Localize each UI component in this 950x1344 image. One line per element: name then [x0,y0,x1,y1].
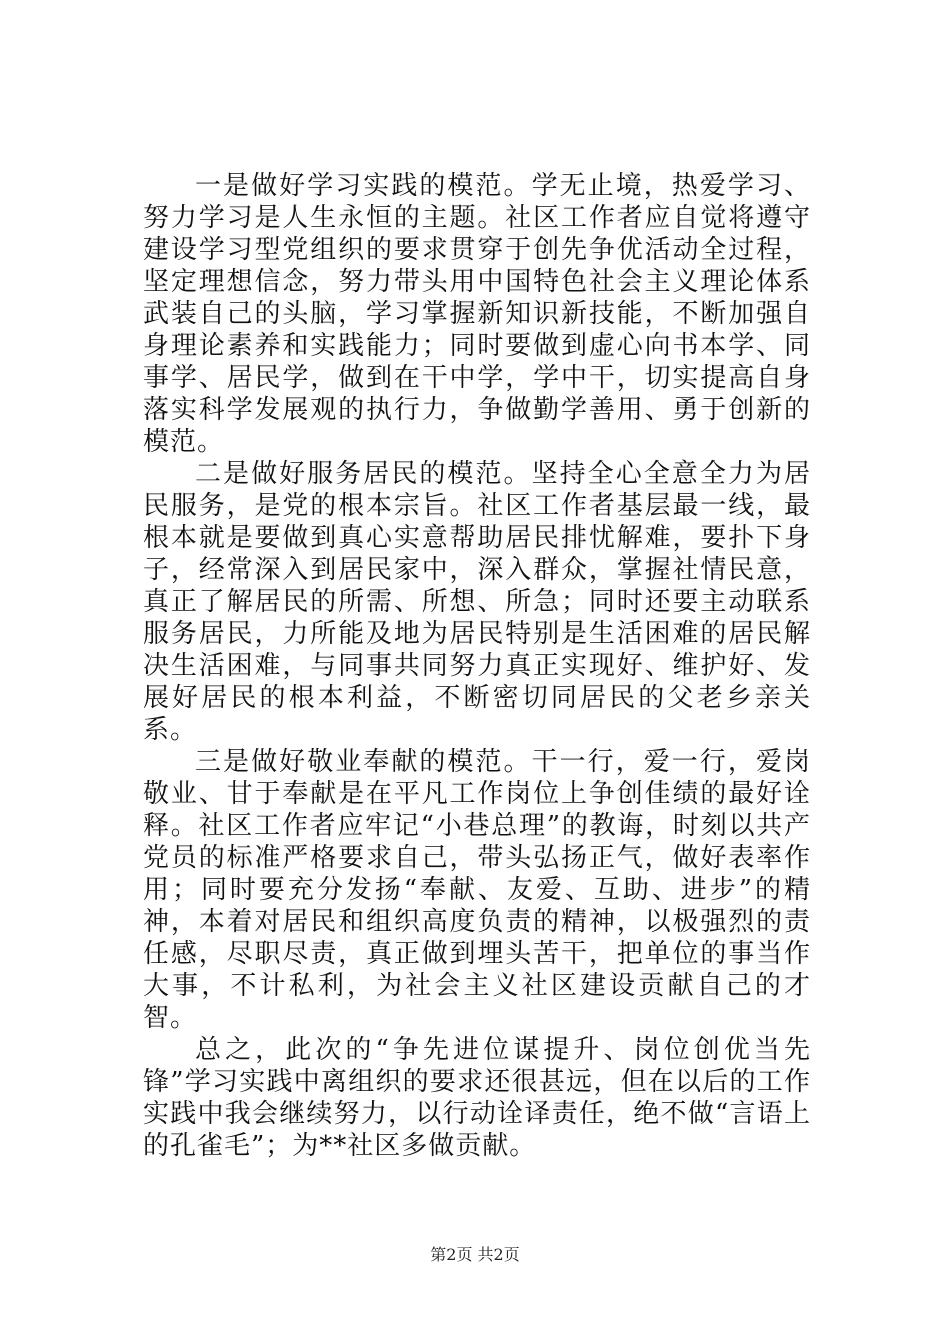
paragraph-conclusion: 总之，此次的“争先进位谋提升、岗位创优当先锋”学习实践中离组织的要求还很甚远，但在以后的工作实践中我会继续努力，以行动诠译责任，绝不做“言语上的孔雀毛”；为**社区多做贡献。 [143,1035,811,1161]
paragraph-study-model: 一是做好学习实践的模范。学无止境，热爱学习、努力学习是人生永恒的主题。社区工作者应自觉将遵守建设学习型党组织的要求贯穿于创先争优活动全过程，坚定理想信念，努力带头用中国特色社会主义理论体系武装自己的头脑，学习掌握新知识新技能，不断加强自身理论素养和实践能力；同时要做到虚心向书本学、同事学、居民学，做到在干中学，学中干，切实提高自身落实科学发展观的执行力，争做勤学善用、勇于创新的模范。 [143,171,811,457]
paragraph-service-model: 二是做好服务居民的模范。坚持全心全意全力为居民服务，是党的根本宗旨。社区工作者基层最一线，最根本就是要做到真心实意帮助居民排忧解难，要扑下身子，经常深入到居民家中，深入群众，掌握社情民意，真正了解居民的所需、所想、所急；同时还要主动联系服务居民，力所能及地为居民特别是生活困难的居民解决生活困难，与同事共同努力真正实现好、维护好、发展好居民的根本利益，不断密切同居民的父老乡亲关系。 [143,459,811,745]
page-number-footer: 第2页 共2页 [430,1245,520,1264]
paragraph-dedication-model: 三是做好敬业奉献的模范。干一行，爱一行，爱岗敬业、甘于奉献是在平凡工作岗位上争创佳绩的最好诠释。社区工作者应牢记“小巷总理”的教诲，时刻以共产党员的标准严格要求自己，带头弘扬正气，做好表率作用；同时要充分发扬“奉献、友爱、互助、进步”的精神，本着对居民和组织高度负责的精神，以极强烈的责任感，尽职尽责，真正做到埋头苦干，把单位的事当作大事，不计私利，为社会主义社区建设贡献自己的才智。 [143,747,811,1033]
document-body [143,170,811,1162]
